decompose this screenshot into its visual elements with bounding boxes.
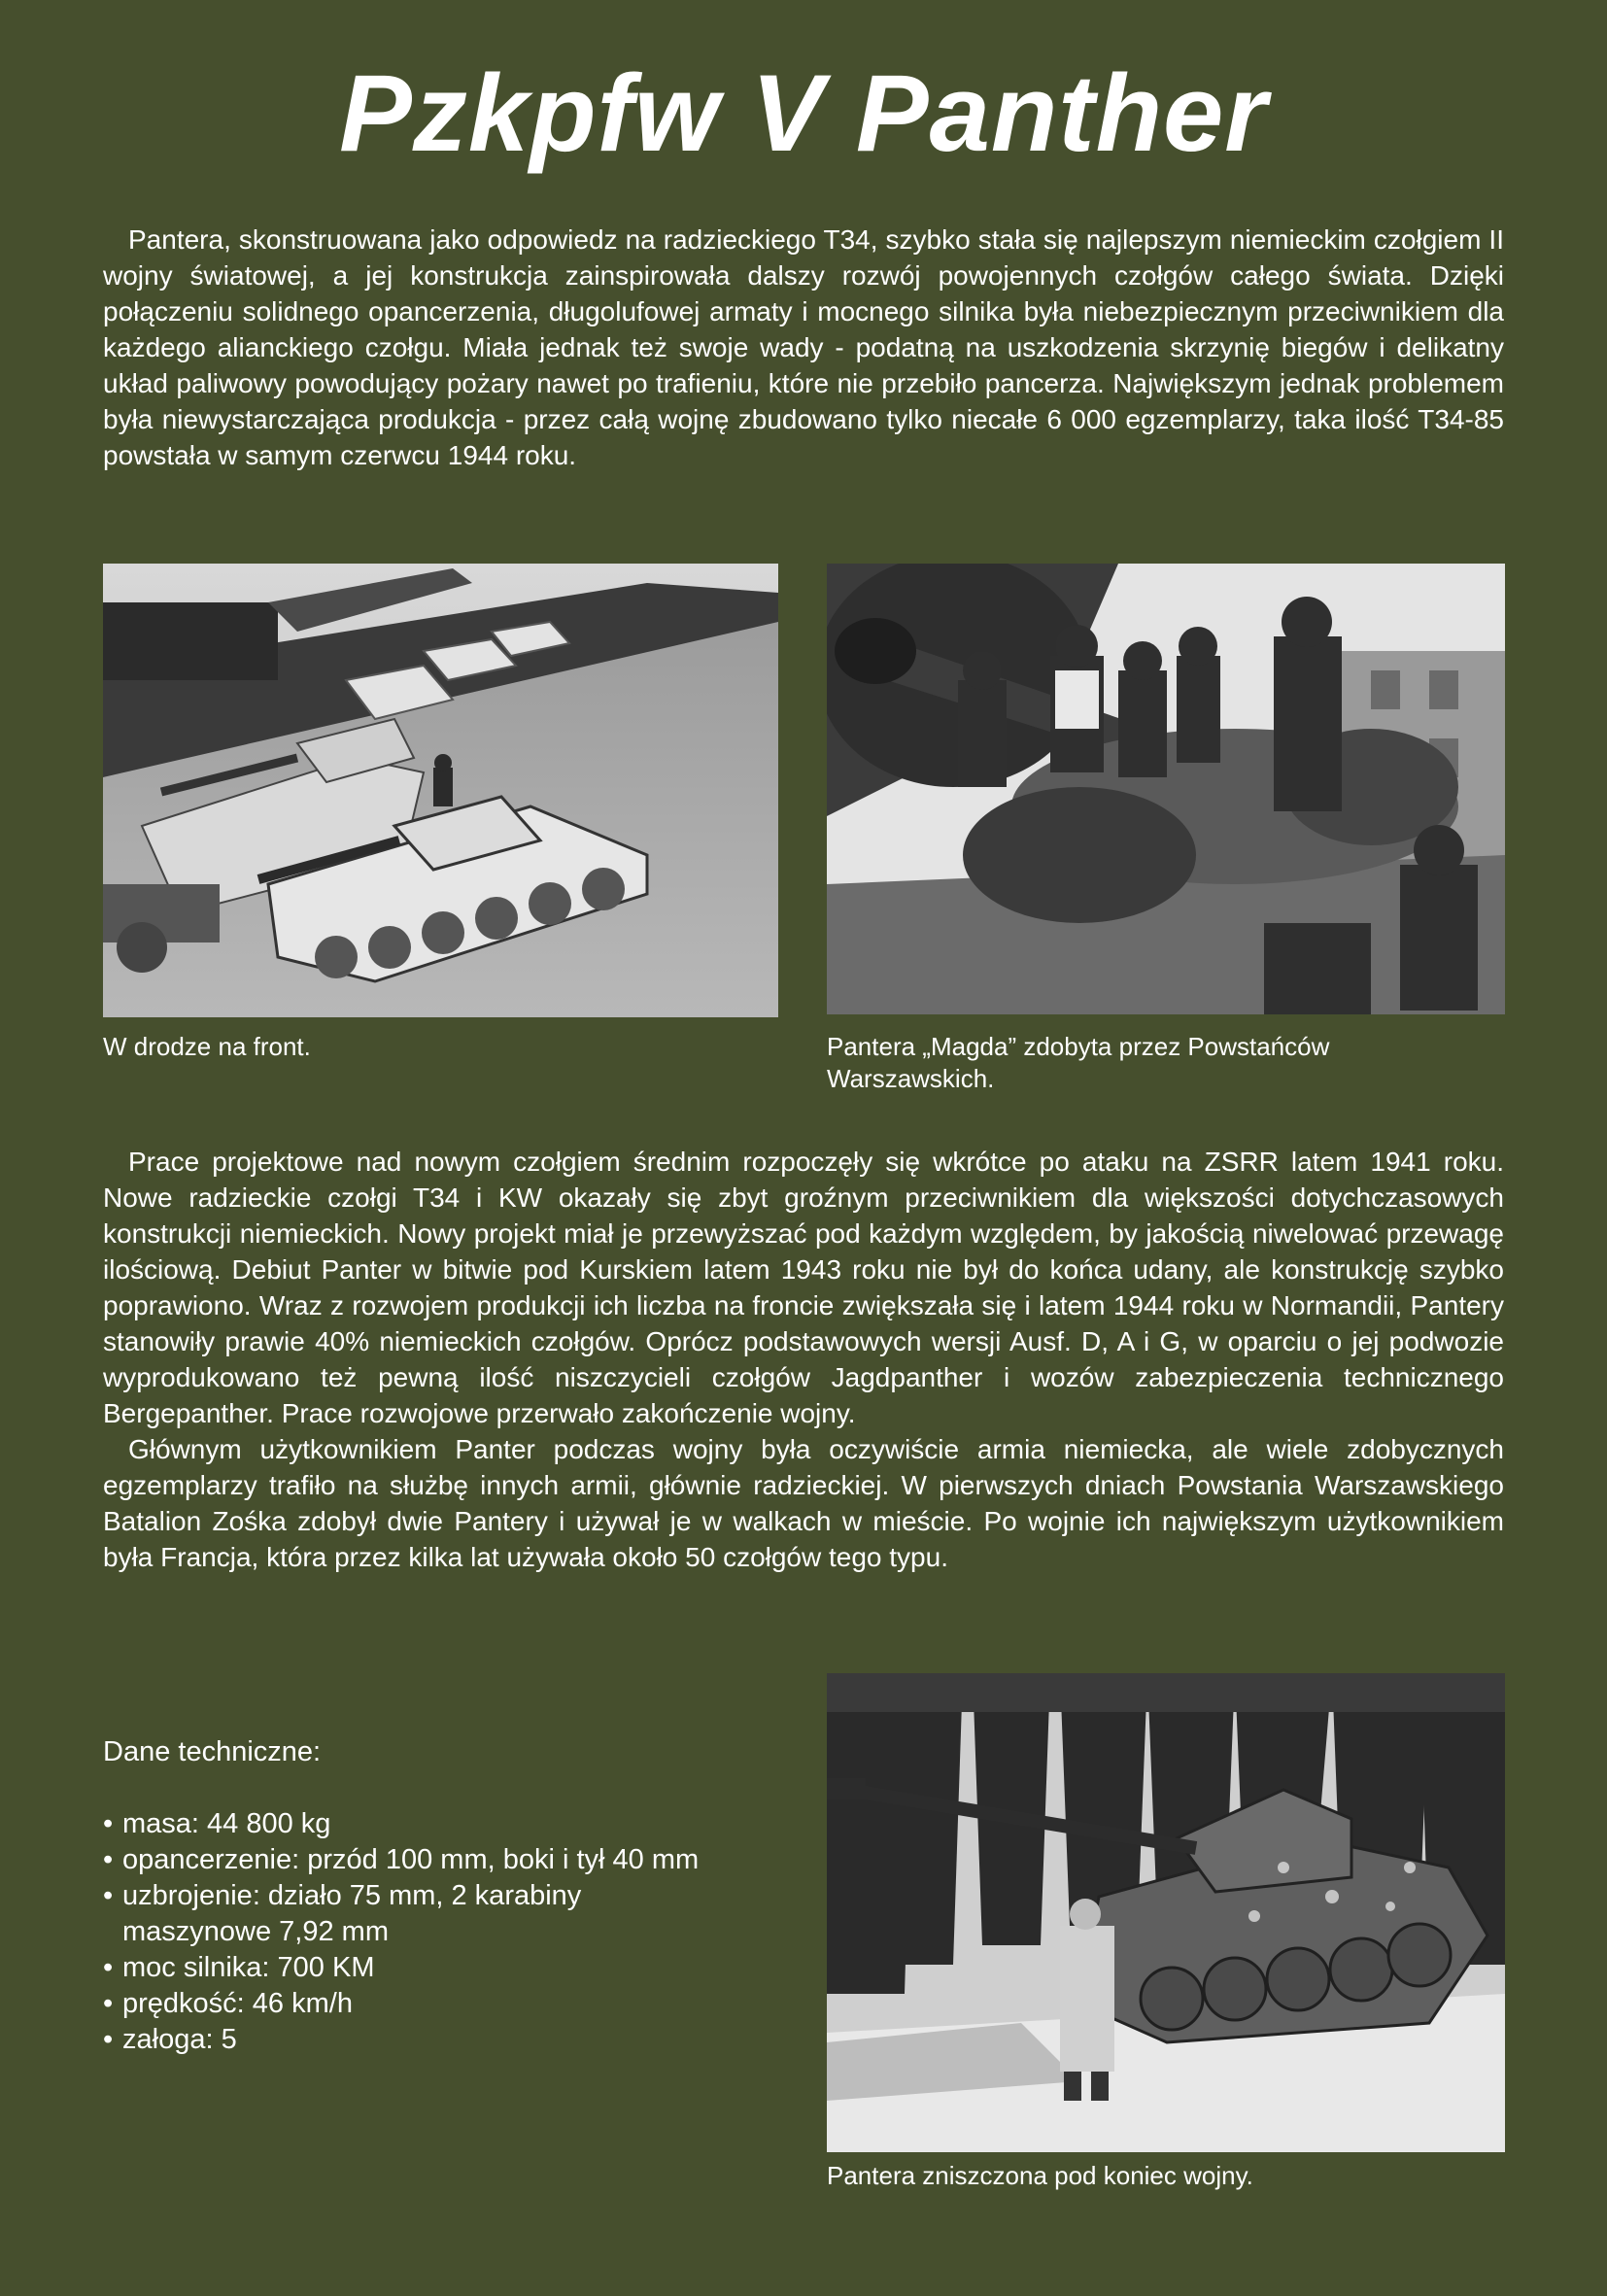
intro-paragraph	[103, 222, 1504, 473]
spec-crew: • załoga: 5	[103, 2022, 725, 2058]
spec-armor: • opancerzenie: przód 100 mm, boki i tył 40 mm	[103, 1842, 725, 1878]
photo-destroyed-panther	[827, 1673, 1505, 2152]
body-paragraph-1: Prace projektowe nad nowym czołgiem średnim rozpoczęły się wkrótce po ataku na ZSRR latem 1941 roku. Nowe radzieckie czołgi T34 i KW okazały się zbyt groźnym przeciwnikiem dla większości dotychczasowych konstrukcji niemieckich. Nowy projekt miał je przewyższać pod każdym względem, by jakością niwelować przewagę ilościową. Debiut Panter w bitwie pod Kurskiem latem 1943 roku nie był do końca udany, ale konstrukcję szybko poprawiono. Wraz z rozwojem produkcji ich liczba na froncie zwiększała się i latem 1944 roku w Normandii, Pantery stanowiły prawie 40% niemieckich czołgów. Oprócz podstawowych wersji Ausf. D, A i G, w oparciu o jej podwozie wyprodukowano też pewną ilość niszczycieli czołgów Jagdpanther i wozów zabezpieczenia technicznego Bergepanther. Prace rozwojowe przerwało zakończenie wojny.	[103, 1147, 1504, 1428]
spec-armament: • uzbrojenie: działo 75 mm, 2 karabiny maszynowe 7,92 mm	[103, 1878, 725, 1950]
technical-data	[103, 1734, 725, 2058]
technical-data-list	[103, 1806, 725, 2058]
spec-speed: • prędkość: 46 km/h	[103, 1986, 725, 2022]
main-body	[103, 1144, 1504, 1575]
photo-tanks-on-train	[103, 564, 778, 1017]
photo3-caption: Pantera zniszczona pod koniec wojny.	[827, 2161, 1253, 2190]
spec-engine-power: • moc silnika: 700 KM	[103, 1950, 725, 1986]
spec-mass: • masa: 44 800 kg	[103, 1806, 725, 1842]
photo-captured-panther-magda	[827, 564, 1505, 1014]
intro-text: Pantera, skonstruowana jako odpowiedz na radzieckiego T34, szybko stała się najlepszym niemieckim czołgiem II wojny światowej, a jej konstrukcja zainspirowała dalszy rozwój powojennych czołgów całego świata. Dzięki połączeniu solidnego opancerzenia, długolufowej armaty i mocnego silnika była niebezpiecznym przeciwnikiem dla każdego alianckiego czołgu. Miała jednak też swoje wady - podatną na uszkodzenia skrzynię biegów i delikatny układ paliwowy powodujący pożary nawet po trafieniu, które nie przebiło pancerza. Największym jednak problemem była niewystarczająca produkcja - przez całą wojnę zbudowano tylko niecałe 6 000 egzemplarzy, taka ilość T34-85 powstała w samym czerwcu 1944 roku.	[103, 224, 1504, 470]
photo2-caption: Pantera „Magda” zdobyta przez Powstańców Warszawskich.	[827, 1032, 1330, 1093]
photo1-caption: W drodze na front.	[103, 1032, 311, 1061]
technical-data-heading: Dane techniczne:	[103, 1736, 322, 1767]
page-title: Pzkpfw V Panther	[339, 52, 1268, 174]
body-paragraph-2: Głównym użytkownikiem Panter podczas wojny była oczywiście armia niemiecka, ale wiele zdobycznych egzemplarzy trafiło na służbę innych armii, głównie radzieckiej. W pierwszych dniach Powstania Warszawskiego Batalion Zośka zdobył dwie Pantery i używał je w walkach w mieście. Po wojnie ich największym użytkownikiem była Francja, która przez kilka lat używała około 50 czołgów tego typu.	[103, 1434, 1504, 1572]
